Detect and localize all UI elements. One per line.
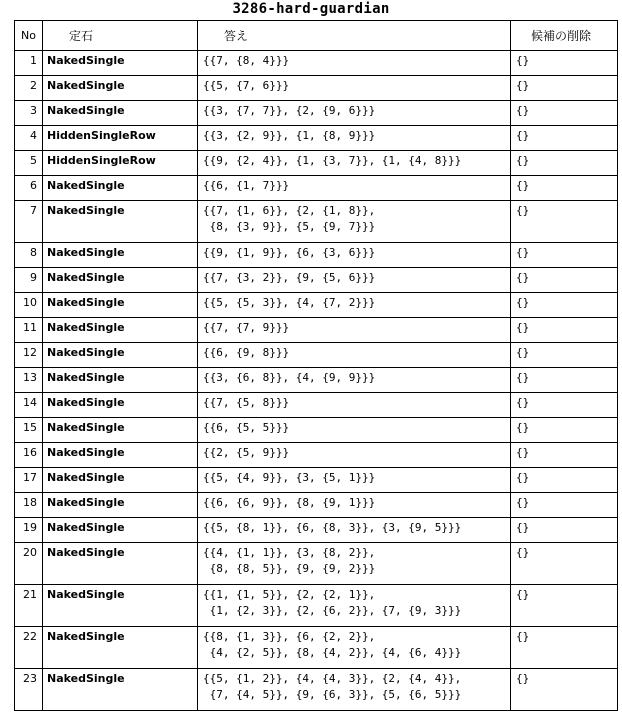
answer-line: {4, {2, 5}}, {8, {4, 2}}, {4, {6, 4}}}	[203, 646, 462, 659]
answer-line: {{5, {4, 9}}, {3, {5, 1}}}	[203, 471, 376, 484]
technique-name: NakedSingle	[43, 176, 198, 201]
answer-line: {{5, {5, 3}}, {4, {7, 2}}}	[203, 296, 376, 309]
answer-line: {7, {4, 5}}, {9, {6, 3}}, {5, {6, 5}}}	[203, 688, 462, 701]
table-row	[15, 176, 618, 201]
answer-line: {{9, {1, 9}}, {6, {3, 6}}}	[203, 246, 376, 259]
technique-name: HiddenSingleRow	[43, 151, 198, 176]
step-number: 15	[15, 418, 43, 443]
table-row	[15, 443, 618, 468]
step-number: 8	[15, 243, 43, 268]
step-number: 21	[15, 585, 43, 627]
technique-name: NakedSingle	[43, 293, 198, 318]
step-number: 3	[15, 101, 43, 126]
answer-line: {{6, {1, 7}}}	[203, 179, 290, 192]
technique-name: NakedSingle	[43, 518, 198, 543]
table-row	[15, 151, 618, 176]
step-number: 20	[15, 543, 43, 585]
technique-name: NakedSingle	[43, 418, 198, 443]
answer-cell	[198, 151, 511, 176]
step-number: 9	[15, 268, 43, 293]
step-number: 23	[15, 669, 43, 711]
answer-cell	[198, 543, 511, 585]
step-number: 4	[15, 126, 43, 151]
answer-line: {{1, {1, 5}}, {2, {2, 1}},	[203, 588, 376, 601]
step-number: 19	[15, 518, 43, 543]
table-row	[15, 126, 618, 151]
answer-line: {{3, {2, 9}}, {1, {8, 9}}}	[203, 129, 376, 142]
candidate-removal: {}	[511, 493, 618, 518]
candidate-removal: {}	[511, 268, 618, 293]
table-body	[15, 51, 618, 711]
table-row	[15, 343, 618, 368]
answer-line: {{8, {1, 3}}, {6, {2, 2}},	[203, 630, 376, 643]
table-row	[15, 318, 618, 343]
technique-name: NakedSingle	[43, 268, 198, 293]
step-number: 10	[15, 293, 43, 318]
table-row	[15, 468, 618, 493]
candidate-removal: {}	[511, 176, 618, 201]
answer-line: {{7, {1, 6}}, {2, {1, 8}},	[203, 204, 376, 217]
answer-cell	[198, 585, 511, 627]
candidate-removal: {}	[511, 468, 618, 493]
technique-name: NakedSingle	[43, 51, 198, 76]
table-row	[15, 76, 618, 101]
step-number: 17	[15, 468, 43, 493]
answer-line: {{7, {8, 4}}}	[203, 54, 290, 67]
answer-line: {{9, {2, 4}}, {1, {3, 7}}, {1, {4, 8}}}	[203, 154, 462, 167]
answer-cell	[198, 518, 511, 543]
candidate-removal: {}	[511, 418, 618, 443]
technique-name: NakedSingle	[43, 201, 198, 243]
technique-name: NakedSingle	[43, 368, 198, 393]
candidate-removal: {}	[511, 393, 618, 418]
answer-cell	[198, 201, 511, 243]
candidate-removal: {}	[511, 101, 618, 126]
candidate-removal: {}	[511, 518, 618, 543]
page-title: 3286-hard-guardian	[232, 1, 390, 17]
answer-line: {{6, {9, 8}}}	[203, 346, 290, 359]
step-number: 2	[15, 76, 43, 101]
candidate-removal: {}	[511, 126, 618, 151]
step-number: 14	[15, 393, 43, 418]
technique-name: NakedSingle	[43, 493, 198, 518]
table-row	[15, 543, 618, 585]
header-candidate-removal: 候補の削除	[511, 21, 618, 51]
table-row	[15, 268, 618, 293]
header-answer: 答え	[198, 21, 511, 51]
candidate-removal: {}	[511, 443, 618, 468]
answer-cell	[198, 669, 511, 711]
header-technique: 定石	[43, 21, 198, 51]
step-number: 6	[15, 176, 43, 201]
answer-line: {{3, {6, 8}}, {4, {9, 9}}}	[203, 371, 376, 384]
answer-line: {{5, {1, 2}}, {4, {4, 3}}, {2, {4, 4}},	[203, 672, 462, 685]
step-number: 18	[15, 493, 43, 518]
technique-name: HiddenSingleRow	[43, 126, 198, 151]
candidate-removal: {}	[511, 669, 618, 711]
technique-name: NakedSingle	[43, 443, 198, 468]
candidate-removal: {}	[511, 201, 618, 243]
table-header-row	[15, 21, 618, 51]
table-row	[15, 393, 618, 418]
answer-cell	[198, 243, 511, 268]
step-number: 1	[15, 51, 43, 76]
step-number: 16	[15, 443, 43, 468]
technique-name: NakedSingle	[43, 468, 198, 493]
candidate-removal: {}	[511, 243, 618, 268]
answer-line: {{7, {7, 9}}}	[203, 321, 290, 334]
answer-cell	[198, 468, 511, 493]
answer-cell	[198, 393, 511, 418]
candidate-removal: {}	[511, 627, 618, 669]
answer-line: {{4, {1, 1}}, {3, {8, 2}},	[203, 546, 376, 559]
table-row	[15, 201, 618, 243]
answer-cell	[198, 343, 511, 368]
answer-cell	[198, 101, 511, 126]
answer-cell	[198, 418, 511, 443]
technique-name: NakedSingle	[43, 627, 198, 669]
answer-line: {{3, {7, 7}}, {2, {9, 6}}}	[203, 104, 376, 117]
answer-cell	[198, 368, 511, 393]
technique-name: NakedSingle	[43, 76, 198, 101]
answer-cell	[198, 318, 511, 343]
answer-line: {1, {2, 3}}, {2, {6, 2}}, {7, {9, 3}}}	[203, 604, 462, 617]
answer-line: {{7, {5, 8}}}	[203, 396, 290, 409]
table-row	[15, 418, 618, 443]
technique-name: NakedSingle	[43, 669, 198, 711]
answer-cell	[198, 176, 511, 201]
answer-line: {{6, {6, 9}}, {8, {9, 1}}}	[203, 496, 376, 509]
table-row	[15, 518, 618, 543]
table-row	[15, 669, 618, 711]
table-row	[15, 101, 618, 126]
candidate-removal: {}	[511, 293, 618, 318]
candidate-removal: {}	[511, 585, 618, 627]
step-number: 12	[15, 343, 43, 368]
step-number: 7	[15, 201, 43, 243]
answer-line: {{5, {8, 1}}, {6, {8, 3}}, {3, {9, 5}}}	[203, 521, 462, 534]
table-row	[15, 627, 618, 669]
candidate-removal: {}	[511, 151, 618, 176]
technique-name: NakedSingle	[43, 585, 198, 627]
table-row	[15, 493, 618, 518]
answer-line: {8, {8, 5}}, {9, {9, 2}}}	[203, 562, 376, 575]
answer-line: {{7, {3, 2}}, {9, {5, 6}}}	[203, 271, 376, 284]
step-number: 11	[15, 318, 43, 343]
table-row	[15, 368, 618, 393]
technique-name: NakedSingle	[43, 393, 198, 418]
table-row	[15, 293, 618, 318]
candidate-removal: {}	[511, 543, 618, 585]
candidate-removal: {}	[511, 51, 618, 76]
answer-line: {{5, {7, 6}}}	[203, 79, 290, 92]
solution-steps-table	[14, 20, 618, 711]
technique-name: NakedSingle	[43, 318, 198, 343]
technique-name: NakedSingle	[43, 543, 198, 585]
answer-cell	[198, 76, 511, 101]
table-row	[15, 51, 618, 76]
answer-cell	[198, 268, 511, 293]
step-number: 5	[15, 151, 43, 176]
step-number: 22	[15, 627, 43, 669]
answer-line: {{2, {5, 9}}}	[203, 446, 290, 459]
candidate-removal: {}	[511, 318, 618, 343]
step-number: 13	[15, 368, 43, 393]
answer-cell	[198, 293, 511, 318]
answer-cell	[198, 126, 511, 151]
answer-cell	[198, 443, 511, 468]
table-row	[15, 243, 618, 268]
answer-line: {8, {3, 9}}, {5, {9, 7}}}	[203, 220, 376, 233]
candidate-removal: {}	[511, 343, 618, 368]
candidate-removal: {}	[511, 76, 618, 101]
technique-name: NakedSingle	[43, 243, 198, 268]
answer-line: {{6, {5, 5}}}	[203, 421, 290, 434]
technique-name: NakedSingle	[43, 343, 198, 368]
answer-cell	[198, 51, 511, 76]
candidate-removal: {}	[511, 368, 618, 393]
table-row	[15, 585, 618, 627]
technique-name: NakedSingle	[43, 101, 198, 126]
answer-cell	[198, 493, 511, 518]
answer-cell	[198, 627, 511, 669]
header-no: No	[15, 21, 43, 51]
